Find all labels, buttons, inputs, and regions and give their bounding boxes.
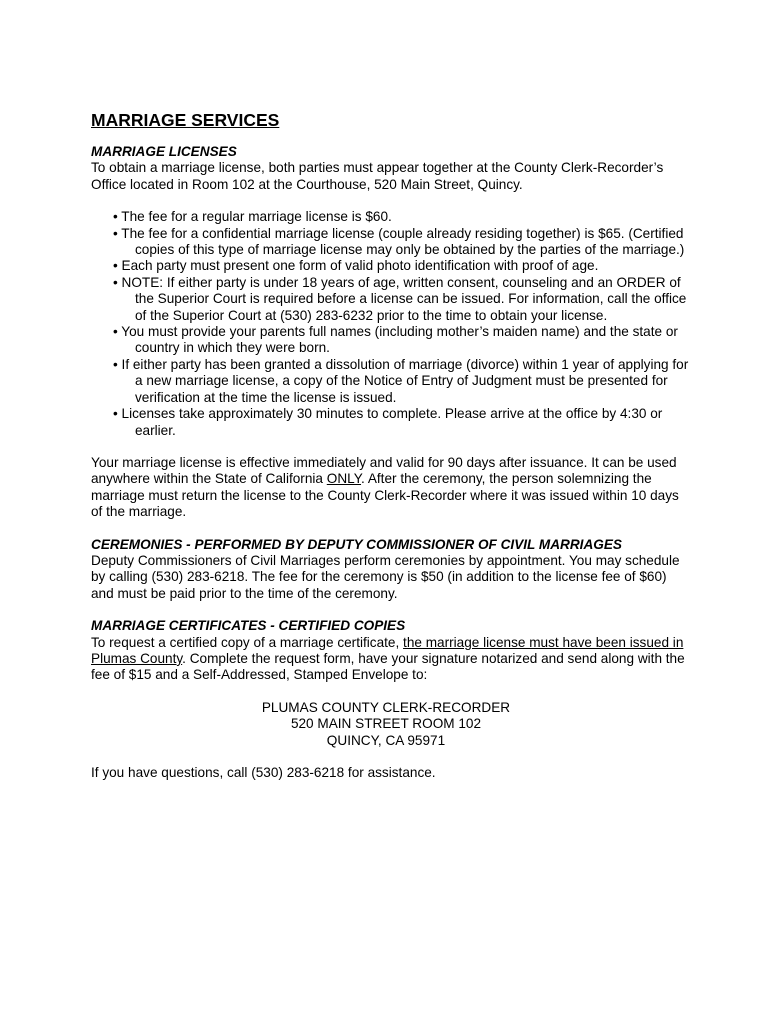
spacer [91, 602, 691, 618]
validity-emphasis: ONLY [326, 471, 362, 487]
licenses-intro: To obtain a marriage license, both parties must appear together at the County Clerk-Recorder’s Office located in Room 102 at the Courthouse, 520 Main Street, Quincy. [91, 160, 664, 192]
section-marriage-licenses [91, 144, 691, 521]
list-item: • Each party must present one form of valid photo identification with proof of age. [113, 258, 599, 274]
list-item: • You must provide your parents full names (including mother’s maiden name) and the state or country in which they were born. [113, 324, 678, 356]
certificates-text-end: . Complete the request form, have your signature notarized and send along with the fee of $15 and a Self-Addressed, Stamped Envelope to: [91, 650, 685, 683]
spacer [91, 749, 691, 765]
certificates-text-start: To request a certified copy of a marriage certificate, [91, 634, 404, 650]
validity-text-end: . After the ceremony, the person solemnizing the marriage must return the license to the County Clerk-Recorder where it was issued within 10 days of the marriage. [91, 471, 679, 520]
address-line: PLUMAS COUNTY CLERK-RECORDER [261, 699, 511, 715]
section-heading-ceremonies: CEREMONIES - PERFORMED BY DEPUTY COMMISSIONER OF CIVIL MARRIAGES [91, 536, 622, 552]
section-certificates [91, 618, 691, 684]
section-heading-certificates: MARRIAGE CERTIFICATES - CERTIFIED COPIES [91, 618, 406, 634]
spacer [91, 439, 691, 455]
certificates-paragraph [91, 635, 691, 684]
ceremonies-paragraph: Deputy Commissioners of Civil Marriages perform ceremonies by appointment. You may schedule by calling (530) 283-6218. The fee for the ceremony is $50 (in addition to the license fee of $60) and must be paid prior to the time of the ceremony. [91, 552, 680, 601]
spacer [91, 684, 691, 700]
list-item: • The fee for a regular marriage license is $60. [113, 209, 392, 225]
spacer [91, 193, 691, 209]
list-item: • The fee for a confidential marriage license (couple already residing together) is $65. (Certified copies of this type of marriage license may only be obtained by the parties of the marriage.) [113, 225, 685, 258]
list-item: • NOTE: If either party is under 18 years of age, written consent, counseling and an ORDER of the Superior Court is required before a license can be issued. For information, call the office of the Superior Court at (530) 283-6232 prior to the time to obtain your license. [113, 274, 687, 323]
address-line: QUINCY, CA 95971 [326, 732, 446, 748]
licenses-bullet-list [91, 209, 691, 439]
certificates-emphasis: the marriage license must have been issued in Plumas County [91, 634, 684, 666]
page-title: MARRIAGE SERVICES [91, 110, 280, 130]
section-ceremonies [91, 537, 691, 603]
mailing-address [91, 700, 681, 749]
section-heading-licenses: MARRIAGE LICENSES [91, 144, 237, 159]
document-page [91, 109, 691, 781]
license-validity-paragraph [91, 455, 691, 521]
validity-text-start: Your marriage license is effective immediately and valid for 90 days after issuance. It can be used anywhere within the State of California [91, 454, 677, 487]
spacer [91, 521, 691, 537]
list-item: • Licenses take approximately 30 minutes to complete. Please arrive at the office by 4:30 or earlier. [113, 406, 663, 438]
list-item: • If either party has been granted a dissolution of marriage (divorce) within 1 year of applying for a new marriage license, a copy of the Notice of Entry of Judgment must be presented for verification at the time the license is issued. [113, 356, 689, 405]
address-line: 520 MAIN STREET ROOM 102 [290, 716, 482, 732]
closing-note: If you have questions, call (530) 283-6218 for assistance. [91, 765, 436, 780]
